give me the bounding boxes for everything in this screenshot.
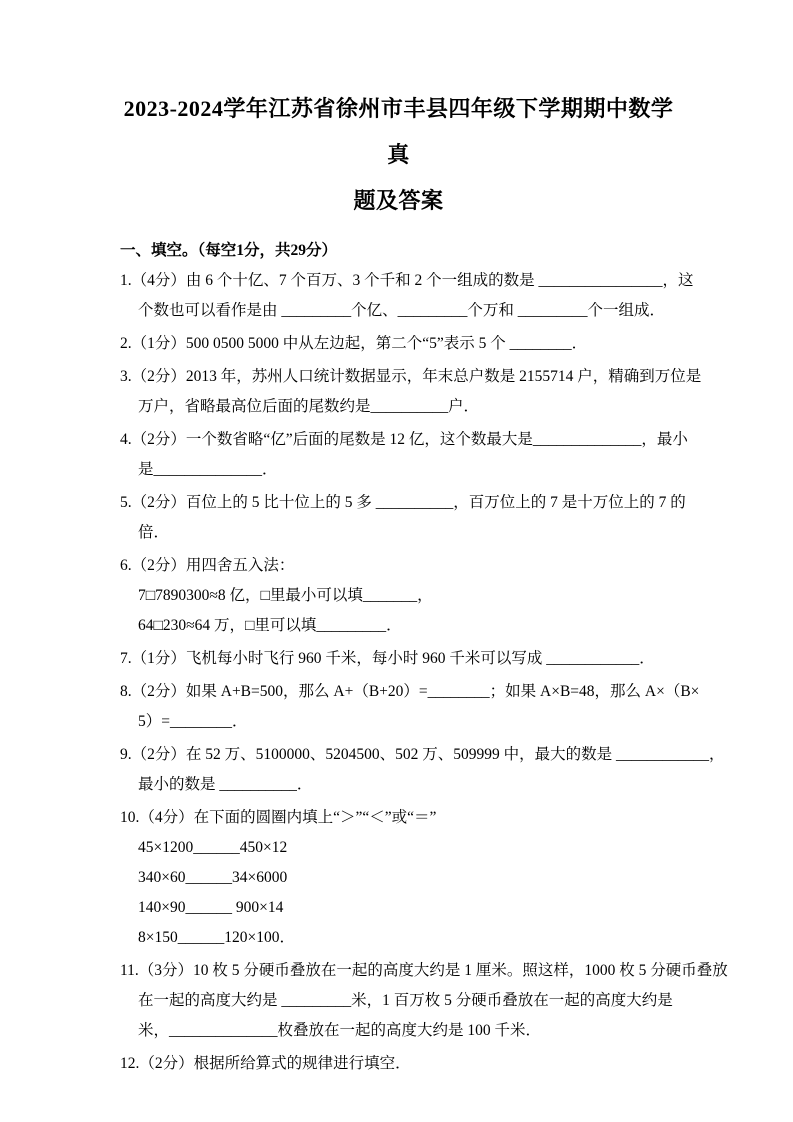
question-1-line-1: 1.（4分）由 6 个十亿、7 个百万、3 个千和 2 个一组成的数是 ________________，这 xyxy=(120,272,694,289)
questions-list xyxy=(120,266,728,1079)
question-7 xyxy=(120,644,677,674)
question-3-line-1: 3.（2分）2013 年，苏州人口统计数据显示，年末总户数是 2155714 户，精确到万位是 xyxy=(120,368,702,385)
section-header: 一、填空。（每空1分，共29分） xyxy=(120,242,338,259)
question-10 xyxy=(120,803,677,953)
question-2-line-1: 2.（1分）500 0500 5000 中从左边起，第二个“5”表示 5 个 ________． xyxy=(120,335,588,352)
question-11-line-3: 米，______________枚叠放在一起的高度大约是 100 千米． xyxy=(138,1022,542,1039)
document-title xyxy=(120,86,677,224)
question-8-line-2: 5）=________． xyxy=(138,713,248,730)
question-2 xyxy=(120,329,677,359)
question-9-line-2: 最小的数是 __________． xyxy=(138,776,313,793)
question-9 xyxy=(120,740,725,800)
question-11 xyxy=(120,956,728,1046)
question-6-line-2: 7□7890300≈8 亿，□里最小可以填_______， xyxy=(138,587,433,604)
question-11-line-2: 在一起的高度大约是 _________米，1 百万枚 5 分硬币叠放在一起的高度大约是 xyxy=(138,992,673,1009)
question-10-line-4: 140×90______ 900×14 xyxy=(138,899,284,916)
question-3 xyxy=(120,362,702,422)
question-1 xyxy=(120,266,694,326)
question-5-line-2: 倍． xyxy=(138,524,170,541)
question-12-line-1: 12.（2分）根据所给算式的规律进行填空． xyxy=(120,1055,411,1072)
question-10-line-3: 340×60______34×6000 xyxy=(138,869,288,886)
document-title-line-2: 题及答案 xyxy=(353,188,444,213)
question-8 xyxy=(120,677,700,737)
question-10-line-2: 45×1200______450×12 xyxy=(138,839,288,856)
question-10-line-1: 10.（4分）在下面的圆圈内填上“＞”“＜”或“＝” xyxy=(120,809,437,826)
question-6 xyxy=(120,551,677,641)
question-7-line-1: 7.（1分）飞机每小时飞行 960 千米，每小时 960 千米可以写成 ____________． xyxy=(120,650,655,667)
question-3-line-2: 万户，省略最高位后面的尾数约是__________户． xyxy=(138,398,480,415)
question-5-line-1: 5.（2分）百位上的 5 比十位上的 5 多 __________，百万位上的 7 是十万位上的 7 的 xyxy=(120,494,686,511)
question-12 xyxy=(120,1049,677,1079)
question-5 xyxy=(120,488,686,548)
question-4-line-2: 是______________． xyxy=(138,461,278,478)
question-9-line-1: 9.（2分）在 52 万、5100000、5204500、502 万、509999 中，最大的数是 ____________， xyxy=(120,746,725,763)
document-title-line-1: 2023-2024学年江苏省徐州市丰县四年级下学期期中数学真 xyxy=(123,96,674,167)
question-4 xyxy=(120,425,688,485)
question-6-line-1: 6.（2分）用四舍五入法： xyxy=(120,557,295,574)
question-11-line-1: 11.（3分）10 枚 5 分硬币叠放在一起的高度大约是 1 厘米。照这样，1000 枚 5 分硬币叠放 xyxy=(120,962,728,979)
question-1-line-2: 个数也可以看作是由 _________个亿、_________个万和 _________个一组成． xyxy=(138,302,666,319)
question-6-line-3: 64□230≈64 万，□里可以填_________． xyxy=(138,617,402,634)
question-10-line-5: 8×150______120×100． xyxy=(138,929,295,946)
question-4-line-1: 4.（2分）一个数省略“亿”后面的尾数是 12 亿，这个数最大是______________，最小 xyxy=(120,431,688,448)
question-8-line-1: 8.（2分）如果 A+B=500，那么 A+（B+20）=________；如果 A×B=48，那么 A×（B× xyxy=(120,683,700,700)
